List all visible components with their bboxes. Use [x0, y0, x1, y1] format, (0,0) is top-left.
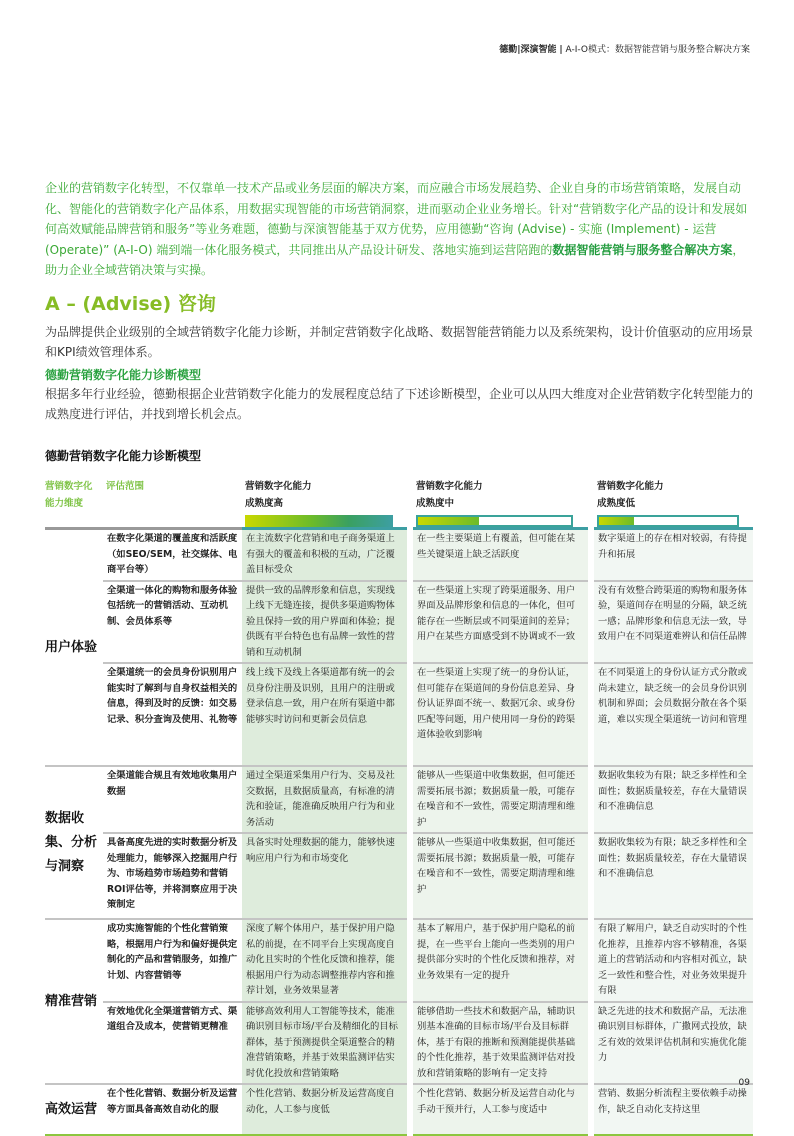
running-header: 德勤|深演智能 | A-I-O模式：数据智能营销与服务整合解决方案 — [499, 45, 750, 55]
table-row — [45, 766, 753, 833]
header-level-mid: 营销数字化能力 成熟度中 — [410, 478, 591, 529]
page-number: 09 — [738, 1078, 750, 1088]
section-subtitle: 德勤营销数字化能力诊断模型 — [45, 368, 202, 382]
scope-cell: 在个性化营销、数据分析及运营等方面具备高效自动化的服 — [103, 1084, 242, 1135]
scope-cell: 全渠道统一的会员身份识别用户能实时了解到与自身权益相关的信息，得到及时的反馈：如交易记录、积分查询及使用、礼物等 — [103, 663, 242, 766]
header-scope: 评估范围 — [103, 478, 242, 529]
header-level-low: 营销数字化能力 成熟度低 — [591, 478, 753, 529]
section-paragraph-2: 根据多年行业经验，德勤根据企业营销数字化能力的发展程度总结了下述诊断模型，企业可以从四大维度对企业营销数字化转型能力的成熟度进行评估，并找到增长机会点。 — [45, 387, 754, 421]
dimension-label: 高效运营 — [45, 1084, 103, 1135]
table-row — [45, 1002, 753, 1085]
scope-cell: 全渠道能合规且有效地收集用户数据 — [103, 766, 242, 833]
intro-paragraph: 企业的营销数字化转型，不仅靠单一技术产品或业务层面的解决方案，而应融合市场发展趋势、企业自身的市场营销策略，发展自动化、智能化的营销数字化产品体系，用数据实现智能的市场营销洞察，进而驱动企业业务增长。针对“营销数字化产品的设计和发展如何高效赋能品牌营销和服务”等业务难题，德勤与深演智能基于双方优势，应用德勤“咨询 (Advise) - 实施 (Implement) - 运营 (Operate)” (A-I-O) 端到端一体化服务模式，共同推出从产品设计研发、落地实施到运营陪跑的数据智能营销与服务整合解决方案，助力企业全域营销决策与实操。 — [45, 181, 748, 277]
level-low-cell: 营销、数据分析流程主要依赖手动操作，缺乏自动化支持这里 — [591, 1084, 753, 1135]
level-mid-cell: 能够从一些渠道中收集数据，但可能还需要拓展书源；数据质量一般，可能存在噪音和不一致性，需要定期清理和维护 — [410, 766, 591, 833]
table-row — [45, 663, 753, 766]
scope-cell: 全渠道一体化的购物和服务体验包括统一的营销活动、互动机制、会员体系等 — [103, 581, 242, 664]
level-low-cell: 数字渠道上的存在相对较弱，有待提升和拓展 — [591, 529, 753, 581]
maturity-bar-high — [245, 515, 393, 527]
header-level-high: 营销数字化能力 成熟度高 — [242, 478, 410, 529]
scope-cell: 成功实施智能的个性化营销策略，根据用户行为和偏好提供定制化的产品和营销服务，如推广计划、内容营销等 — [103, 919, 242, 1002]
level-high-cell: 通过全渠道采集用户行为、交易及社交数据，且数据质量高，有标准的清洗和验证，能准确反映用户行为和业务活动 — [242, 766, 410, 833]
table-row — [45, 833, 753, 919]
table-header — [45, 478, 753, 529]
level-low-cell: 在不同渠道上的身份认证方式分散或尚未建立，缺乏统一的会员身份识别机制和界面；会员数据分散在各个渠道，难以实现全渠道统一访问和管理 — [591, 663, 753, 766]
level-mid-cell: 个性化营销、数据分析及运营自动化与手动干预并行，人工参与度适中 — [410, 1084, 591, 1135]
header-dimension: 营销数字化能力维度 — [45, 478, 103, 529]
level-low-cell: 有限了解用户，缺乏自动实时的个性化推荐，且推荐内容不够精准，各渠道上的营销活动和内容相对孤立，缺乏一致性和整合性，对业务效果提升有限 — [591, 919, 753, 1002]
section-title: A – (Advise) 咨询 — [45, 293, 216, 315]
level-low-cell: 缺乏先进的技术和数据产品，无法准确识别目标群体，广撒网式投放，缺乏有效的效果评估机制和实施优化能力 — [591, 1002, 753, 1085]
level-mid-cell: 在一些渠道上实现了统一的身份认证，但可能存在渠道间的身份信息差异、身份认证界面不统一、数据冗余、或身份匹配等问题，用户使用同一身份的跨渠道体验收到影响 — [410, 663, 591, 766]
table-row — [45, 919, 753, 1002]
level-mid-cell: 能够借助一些技术和数据产品，辅助识别基本准确的目标市场/平台及目标群体，基于有限的推断和预测能提供基础的个性化推荐，基于效果监测评估对投放和营销策略的影响有一定支持 — [410, 1002, 591, 1085]
dimension-label: 精准营销 — [45, 919, 103, 1084]
table-row — [45, 581, 753, 664]
level-high-cell: 具备实时处理数据的能力，能够快速响应用户行为和市场变化 — [242, 833, 410, 919]
level-low-cell: 数据收集较为有限；缺乏多样性和全面性；数据质量较差，存在大量错误和不准确信息 — [591, 833, 753, 919]
level-high-cell: 个性化营销、数据分析及运营高度自动化，人工参与度低 — [242, 1084, 410, 1135]
section-paragraph: 为品牌提供企业级别的全域营销数字化能力诊断，并制定营销数字化战略、数据智能营销能力以及系统架构，设计价值驱动的应用场景和KPI绩效管理体系。 — [45, 325, 754, 359]
level-high-cell: 深度了解个体用户，基于保护用户隐私的前提，在不同平台上实现高度自动化且实时的个性化反馈和推荐，能根据用户行为动态调整推荐内容和推荐计划，业务效果显著 — [242, 919, 410, 1002]
level-mid-cell: 在一些渠道上实现了跨渠道服务、用户界面及品牌形象和信息的一体化，但可能存在一些断层或不同渠道间的差异；用户在某些方面感受到不协调或不一致 — [410, 581, 591, 664]
dimension-label: 数据收集、分析与洞察 — [45, 766, 103, 919]
maturity-bar-mid — [416, 515, 573, 527]
level-mid-cell: 在一些主要渠道上有覆盖，但可能在某些关键渠道上缺乏活跃度 — [410, 529, 591, 581]
level-mid-cell: 能够从一些渠道中收集数据，但可能还需要拓展书源；数据质量一般，可能存在噪音和不一致性，需要定期清理和维护 — [410, 833, 591, 919]
scope-cell: 有效地优化全渠道营销方式、渠道组合及成本，使营销更精准 — [103, 1002, 242, 1085]
level-high-cell: 线上线下及线上各渠道都有统一的会员身份注册及识别，且用户的注册或登录信息一致，用户在所有渠道中都能够实时访问和更新会员信息 — [242, 663, 410, 766]
table-title: 德勤营销数字化能力诊断模型 — [45, 449, 202, 463]
scope-cell: 具备高度先进的实时数据分析及处理能力，能够深入挖掘用户行为、市场趋势市场趋势和营销ROI评估等，并将洞察应用于决策制定 — [103, 833, 242, 919]
diagnosis-table — [45, 478, 753, 1136]
level-high-cell: 在主流数字化营销和电子商务渠道上有强大的覆盖和积极的互动，广泛覆盖目标受众 — [242, 529, 410, 581]
table-row — [45, 529, 753, 581]
dimension-label: 用户体验 — [45, 639, 98, 655]
level-high-cell: 提供一致的品牌形象和信息，实现线上线下无缝连接，提供多渠道购物体验且保持一致的用户界面和体验；提供既有平台特色也有品牌一致性的营销和互动机制 — [242, 581, 410, 664]
table-row — [45, 1084, 753, 1135]
level-low-cell: 没有有效整合跨渠道的购物和服务体验，渠道间存在明显的分隔，缺乏统一感；品牌形象和信息无法一致，导致用户在不同渠道难辨认和信任品牌 — [591, 581, 753, 664]
level-high-cell: 能够高效利用人工智能等技术，能准确识别目标市场/平台及精细化的目标群体，基于预测提供全渠道整合的精准营销策略，并基于效果监测评估实时优化投放和营销策略 — [242, 1002, 410, 1085]
maturity-bar-low — [597, 515, 739, 527]
level-low-cell: 数据收集较为有限；缺乏多样性和全面性；数据质量较差，存在大量错误和不准确信息 — [591, 766, 753, 833]
level-mid-cell: 基本了解用户，基于保护用户隐私的前提，在一些平台上能向一些类别的用户提供部分实时的个性化反馈和推荐，对业务效果有一定的提升 — [410, 919, 591, 1002]
scope-cell: 在数字化渠道的覆盖度和活跃度（如SEO/SEM，社交媒体、电商平台等） — [107, 533, 238, 575]
